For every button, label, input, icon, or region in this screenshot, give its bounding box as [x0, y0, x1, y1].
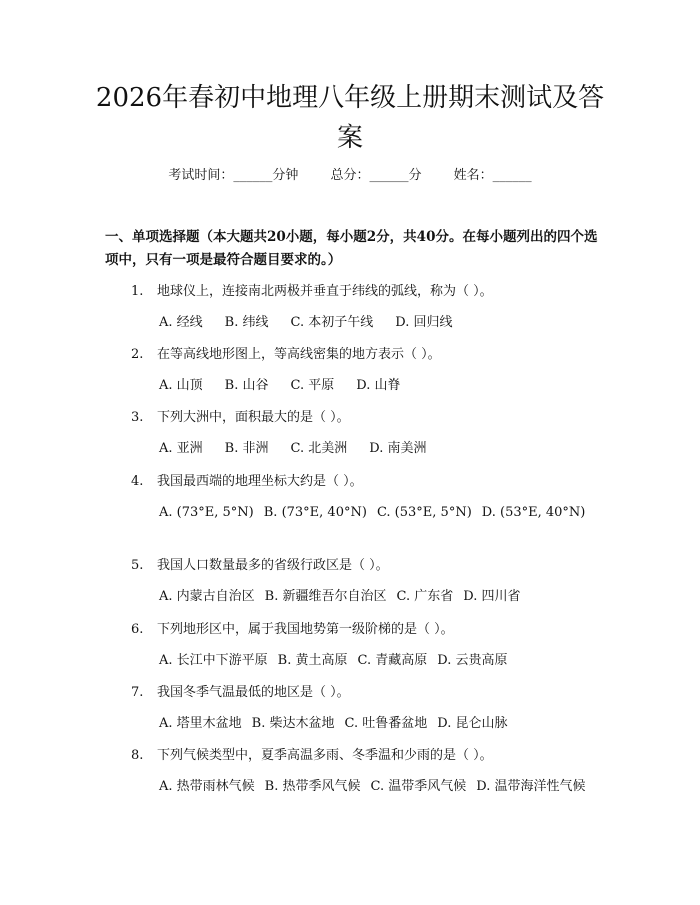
- question-3-options: [105, 436, 603, 462]
- option-c: C. 本初子午线: [290, 315, 374, 330]
- option-d: D. 昆仑山脉: [437, 716, 508, 731]
- question-8-options: [105, 774, 603, 800]
- exam-title: 2026年春初中地理八年级上册期末测试及答案: [95, 83, 605, 153]
- option-a: A. 长江中下游平原: [159, 653, 268, 668]
- option-c: C. 平原: [290, 378, 335, 393]
- option-a: A. 热带雨林气候: [159, 779, 255, 794]
- option-d: D. (53°E, 40°N): [481, 505, 586, 520]
- option-a: A. 亚洲: [159, 441, 203, 456]
- question-6: [105, 620, 605, 640]
- question-number: 4.: [131, 474, 144, 489]
- option-d: D. 四川省: [463, 589, 521, 604]
- question-4-options: [105, 500, 603, 526]
- question-7-options: [105, 711, 603, 737]
- option-d: D. 温带海洋性气候: [476, 779, 586, 794]
- exam-meta: [0, 166, 700, 186]
- question-1: [105, 282, 605, 302]
- question-number: 6.: [131, 622, 144, 637]
- question-text: 在等高线地形图上，等高线密集的地方表示（ ）。: [157, 347, 441, 362]
- option-c: C. (53°E, 5°N): [376, 505, 472, 520]
- option-a: A. 经线: [159, 315, 203, 330]
- question-3: [105, 408, 605, 428]
- section-heading: 一、单项选择题（本大题共20小题，每小题2分，共40分。在每小题列出的四个选项中，只有一项是最符合题目要求的。）: [105, 229, 598, 268]
- question-1-options: [105, 310, 603, 336]
- question-text: 我国人口数量最多的省级行政区是（ ）。: [157, 558, 389, 573]
- question-number: 1.: [131, 284, 144, 299]
- option-a: A. 内蒙古自治区: [159, 589, 255, 604]
- option-d: D. 回归线: [395, 315, 453, 330]
- question-text: 我国最西端的地理坐标大约是（ ）。: [157, 474, 363, 489]
- option-b: B. 热带季风气候: [264, 779, 361, 794]
- option-b: B. 非洲: [224, 441, 269, 456]
- question-5: [105, 556, 605, 576]
- option-c: C. 温带季风气候: [370, 779, 467, 794]
- exam-time-field: 考试时间：______分钟: [168, 168, 299, 183]
- option-b: B. 纬线: [224, 315, 269, 330]
- question-number: 3.: [131, 410, 144, 425]
- option-b: B. (73°E, 40°N): [263, 505, 367, 520]
- question-number: 2.: [131, 347, 144, 362]
- question-7: [105, 683, 605, 703]
- option-a: A. 山顶: [159, 378, 203, 393]
- question-5-options: [105, 584, 603, 610]
- question-6-options: [105, 648, 603, 674]
- student-name-field: 姓名：______: [453, 168, 532, 183]
- option-a: A. (73°E, 5°N): [159, 505, 254, 520]
- question-number: 5.: [131, 558, 144, 573]
- option-b: B. 黄土高原: [277, 653, 348, 668]
- option-c: C. 青藏高原: [357, 653, 428, 668]
- option-c: C. 北美洲: [290, 441, 348, 456]
- option-b: B. 新疆维吾尔自治区: [264, 589, 387, 604]
- option-a: A. 塔里木盆地: [159, 716, 242, 731]
- option-b: B. 柴达木盆地: [251, 716, 335, 731]
- total-score-field: 总分：______分: [330, 168, 422, 183]
- question-text: 我国冬季气温最低的地区是（ ）。: [157, 685, 350, 700]
- option-c: C. 吐鲁番盆地: [344, 716, 428, 731]
- question-text: 下列气候类型中，夏季高温多雨、冬季温和少雨的是（ ）。: [157, 748, 493, 763]
- question-2: [105, 345, 605, 365]
- question-2-options: [105, 373, 603, 399]
- option-d: D. 云贵高原: [437, 653, 508, 668]
- question-8: [105, 746, 605, 766]
- question-4: [105, 472, 605, 492]
- option-d: D. 山脊: [356, 378, 401, 393]
- question-text: 下列地形区中，属于我国地势第一级阶梯的是（ ）。: [157, 622, 454, 637]
- question-number: 8.: [131, 748, 144, 763]
- option-c: C. 广东省: [396, 589, 454, 604]
- option-d: D. 南美洲: [369, 441, 427, 456]
- question-text: 地球仪上，连接南北两极并垂直于纬线的弧线，称为（ ）。: [157, 284, 493, 299]
- option-b: B. 山谷: [224, 378, 269, 393]
- question-number: 7.: [131, 685, 144, 700]
- question-text: 下列大洲中，面积最大的是（ ）。: [157, 410, 350, 425]
